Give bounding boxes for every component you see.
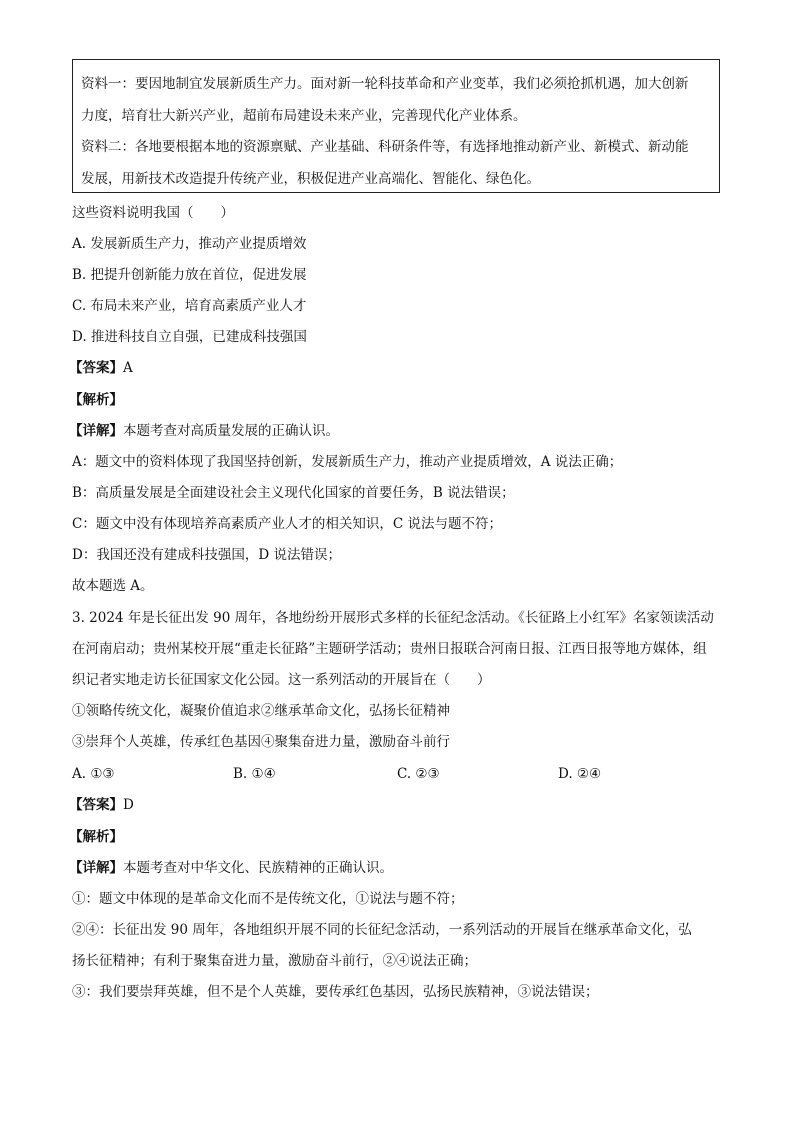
q3-answer <box>69 795 134 815</box>
q2-answer <box>69 358 133 378</box>
analysis-tag: 【解析】 <box>69 392 123 408</box>
q2-explanation-d: D：我国还没有建成科技强国，D 说法错误； <box>72 547 341 563</box>
q3-analysis-tag <box>69 827 123 847</box>
q2-explanation-a: A：题文中的资料体现了我国坚持创新，发展新质生产力，推动产业提质增效，A 说法正确； <box>72 454 623 470</box>
q3-choice-line: ③崇拜个人英雄，传承红色基因④聚集奋进力量，激励奋斗前行 <box>72 734 450 750</box>
q2-option-b: B. 把提升创新能力放在首位，促进发展 <box>72 267 307 283</box>
q3-explanation: ②④：长征出发 90 周年，各地组织开展不同的长征纪念活动，一系列活动的开展旨在继承革命文化，弘 <box>72 922 692 938</box>
detail-text: 本题考查对高质量发展的正确认识。 <box>123 423 339 439</box>
q3-stem-line: 织记者实地走访长征国家文化公园。这一系列活动的开展旨在（ ） <box>72 672 491 688</box>
detail-tag: 【详解】 <box>69 860 123 876</box>
answer-tag: 【答案】 <box>69 360 123 376</box>
detail-tag: 【详解】 <box>69 423 123 439</box>
q3-option-a: A. ①③ <box>72 766 115 782</box>
q2-explanation-b: B：高质量发展是全面建设社会主义现代化国家的首要任务，B 说法错误； <box>72 485 515 501</box>
q2-option-c: C. 布局未来产业，培育高素质产业人才 <box>72 298 307 314</box>
q2-option-d: D. 推进科技自立自强，已建成科技强国 <box>72 329 307 345</box>
q3-explanation: ①：题文中体现的是革命文化而不是传统文化，①说法与题不符； <box>72 891 464 907</box>
q3-option-c: C. ②③ <box>397 766 440 782</box>
q3-detail <box>69 858 393 878</box>
material-line: 资料二：各地要根据本地的资源禀赋、产业基础、科研条件等，有选择地推动新产业、新模式、新动能 <box>81 139 689 155</box>
q3-stem-line: 3. 2024 年是长征出发 90 周年，各地纷纷开展形式多样的长征纪念活动。《长征路上小红军》名家领读活动 <box>72 610 714 626</box>
q2-conclusion: 故本题选 A。 <box>72 578 154 594</box>
q3-option-d: D. ②④ <box>558 766 602 782</box>
q2-explanation-c: C：题文中没有体现培养高素质产业人才的相关知识，C 说法与题不符； <box>72 516 502 532</box>
material-box <box>72 59 720 193</box>
q3-stem-line: 在河南启动；贵州某校开展“重走长征路”主题研学活动；贵州日报联合河南日报、江西日报等地方媒体，组 <box>72 641 707 657</box>
answer-value: D <box>123 797 134 813</box>
analysis-tag: 【解析】 <box>69 829 123 845</box>
material-line: 力度，培育壮大新兴产业，超前布局建设未来产业，完善现代化产业体系。 <box>81 107 527 124</box>
q3-explanation: ③：我们要崇拜英雄，但不是个人英雄，要传承红色基因，弘扬民族精神，③说法错误； <box>72 984 599 1000</box>
q2-analysis-tag <box>69 390 123 410</box>
q2-stem: 这些资料说明我国（ ） <box>72 205 234 221</box>
q3-option-b: B. ①④ <box>233 766 276 782</box>
q3-explanation: 扬长征精神；有利于聚集奋进力量，激励奋斗前行，②④说法正确； <box>72 953 477 969</box>
q2-detail <box>69 421 339 441</box>
q2-option-a: A. 发展新质生产力，推动产业提质增效 <box>72 236 307 252</box>
q3-choice-line: ①领略传统文化，凝聚价值追求②继承革命文化，弘扬长征精神 <box>72 703 450 719</box>
material-line: 发展，用新技术改造提升传统产业，积极促进产业高端化、智能化、绿色化。 <box>81 170 540 187</box>
detail-text: 本题考查对中华文化、民族精神的正确认识。 <box>123 860 393 876</box>
material-line: 资料一：要因地制宜发展新质生产力。面对新一轮科技革命和产业变革，我们必须抢抓机遇，加大创新 <box>81 76 689 92</box>
answer-tag: 【答案】 <box>69 797 123 813</box>
answer-value: A <box>123 360 133 376</box>
